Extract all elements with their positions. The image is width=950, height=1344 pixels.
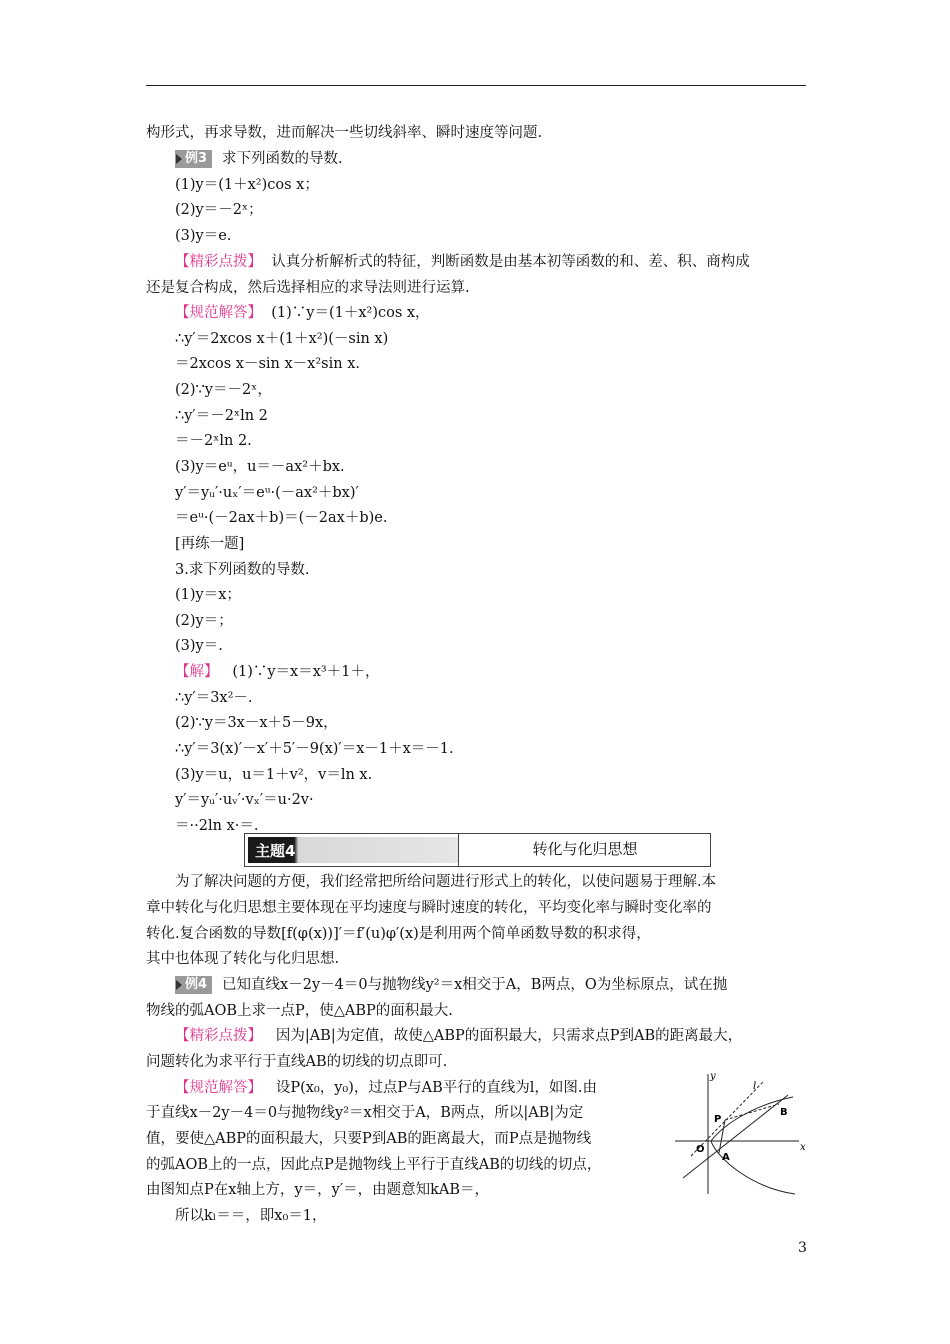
example-4-line xyxy=(175,975,727,995)
example-4-text: 已知直线x－2y－4＝0与抛物线y²＝x相交于A，B两点，O为坐标原点，试在抛 xyxy=(222,977,728,993)
parabola-figure xyxy=(673,1070,813,1198)
label-y: y xyxy=(710,1071,716,1082)
text-line: 3.求下列函数的导数. xyxy=(175,562,310,578)
text-line: (3)y＝. xyxy=(175,638,223,654)
text-line: 物线的弧AOB上求一点P，使△ABP的面积最大. xyxy=(146,1003,453,1019)
text-line: 的弧AOB上的一点，因此点P是抛物线上平行于直线AB的切线的切点， xyxy=(146,1157,602,1173)
text-line: y′＝yᵤ′·uᵥ′·vₓ′＝u·2v· xyxy=(175,792,314,808)
solution-line xyxy=(175,1078,597,1098)
solution-text: (1)∵y＝(1＋x²)cos x， xyxy=(271,305,430,321)
label-b: B xyxy=(780,1107,788,1118)
text-line: ∴y′＝3x²－. xyxy=(175,690,253,706)
page-number: 3 xyxy=(798,1240,807,1256)
text-line: 其中也体现了转化与化归思想. xyxy=(146,951,340,967)
label-l: l xyxy=(753,1081,757,1092)
text-line: 还是复合构成，然后选择相应的求导法则进行运算. xyxy=(146,280,470,296)
text-line: [再练一题] xyxy=(175,536,245,552)
text-line: ∴y′＝2xcos x＋(1＋x²)(－sin x) xyxy=(175,331,389,347)
text-line: 值，要使△ABP的面积最大，只要P到AB的距离最大，而P点是抛物线 xyxy=(146,1131,592,1147)
text-line: 章中转化与化归思想主要体现在平均速度与瞬时速度的转化，平均变化率与瞬时变化率的 xyxy=(146,900,712,916)
text-line: 构形式，再求导数，进而解决一些切线斜率、瞬时速度等问题. xyxy=(146,125,543,141)
text-line: 于直线x－2y－4＝0与抛物线y²＝x相交于A，B两点，所以|AB|为定 xyxy=(146,1105,584,1121)
solution-label: 【规范解答】 xyxy=(175,1080,262,1096)
solution-label: 【规范解答】 xyxy=(175,305,262,321)
topic-banner xyxy=(244,833,711,867)
hint-line xyxy=(175,1026,742,1046)
topic-tag: 主题4 xyxy=(248,837,458,863)
topic-title: 转化与化归思想 xyxy=(458,834,711,866)
answer-text: (1)∵y＝x＝x³＋1＋， xyxy=(232,664,380,680)
label-o: O xyxy=(696,1144,705,1155)
text-line: (2)y＝－2ˣ； xyxy=(175,202,263,218)
text-line: ＝－2ˣln 2. xyxy=(175,433,252,449)
hint-label: 【精彩点拨】 xyxy=(175,1028,262,1044)
segment-pb xyxy=(725,1104,779,1120)
answer-label: 【解】 xyxy=(175,664,219,680)
text-line: (2)∵y＝－2ˣ， xyxy=(175,382,272,398)
answer-line xyxy=(175,662,379,682)
text-line: ＝··2ln x·＝. xyxy=(175,818,259,834)
text-line: (2)∵y＝3x－x＋5－9x， xyxy=(175,715,338,731)
text-line: 由图知点P在x轴上方，y＝，y′＝，由题意知kAB＝， xyxy=(146,1182,490,1198)
hint-label: 【精彩点拨】 xyxy=(175,254,262,270)
text-line: ＝eᵘ·(－2ax＋b)＝(－2ax＋b)e. xyxy=(175,510,388,526)
text-line: ∴y′＝3(x)′－x′＋5′－9(x)′＝x－1＋x＝－1. xyxy=(175,741,454,757)
text-line: (1)y＝(1＋x²)cos x； xyxy=(175,177,319,193)
example-3-badge: 例3 xyxy=(175,150,212,168)
example-3-line xyxy=(175,149,343,169)
text-line: ∴y′＝－2ˣln 2 xyxy=(175,408,268,424)
text-line: 转化.复合函数的导数[f(φ(x))]′＝f′(u)φ′(x)是利用两个简单函数导数的积求得， xyxy=(146,926,651,942)
label-x: x xyxy=(800,1142,806,1153)
text-line: 问题转化为求平行于直线AB的切线的切点即可. xyxy=(146,1054,448,1070)
text-line: 为了解决问题的方便，我们经常把所给问题进行形式上的转化，以使问题易于理解.本 xyxy=(175,874,717,890)
line-ab xyxy=(683,1095,788,1178)
text-line: (1)y＝x； xyxy=(175,587,241,603)
label-p: P xyxy=(714,1114,722,1125)
text-line: ＝2xcos x－sin x－x²sin x. xyxy=(175,356,360,372)
text-line: 所以kₗ＝＝，即x₀＝1， xyxy=(175,1208,327,1224)
example-4-badge: 例4 xyxy=(175,976,212,994)
header-rule xyxy=(146,85,806,86)
text-line: (3)y＝u，u＝1＋v²，v＝ln x. xyxy=(175,767,373,783)
text-line: (2)y＝； xyxy=(175,613,233,629)
label-a: A xyxy=(722,1152,730,1163)
solution-text: 设P(x₀，y₀)，过点P与AB平行的直线为l，如图.由 xyxy=(275,1080,598,1096)
text-line: (3)y＝eᵘ，u＝－ax²＋bx. xyxy=(175,459,345,475)
text-line: y′＝yᵤ′·uₓ′＝eᵘ·(－ax²＋bx)′ xyxy=(175,485,359,501)
hint-text: 因为|AB|为定值，故使△ABP的面积最大，只需求点P到AB的距离最大， xyxy=(275,1028,743,1044)
example-3-text: 求下列函数的导数. xyxy=(222,151,343,167)
hint-line xyxy=(175,252,750,272)
hint-text: 认真分析解析式的特征，判断函数是由基本初等函数的和、差、积、商构成 xyxy=(271,254,750,270)
solution-line xyxy=(175,303,430,323)
text-line: (3)y＝e. xyxy=(175,228,232,244)
